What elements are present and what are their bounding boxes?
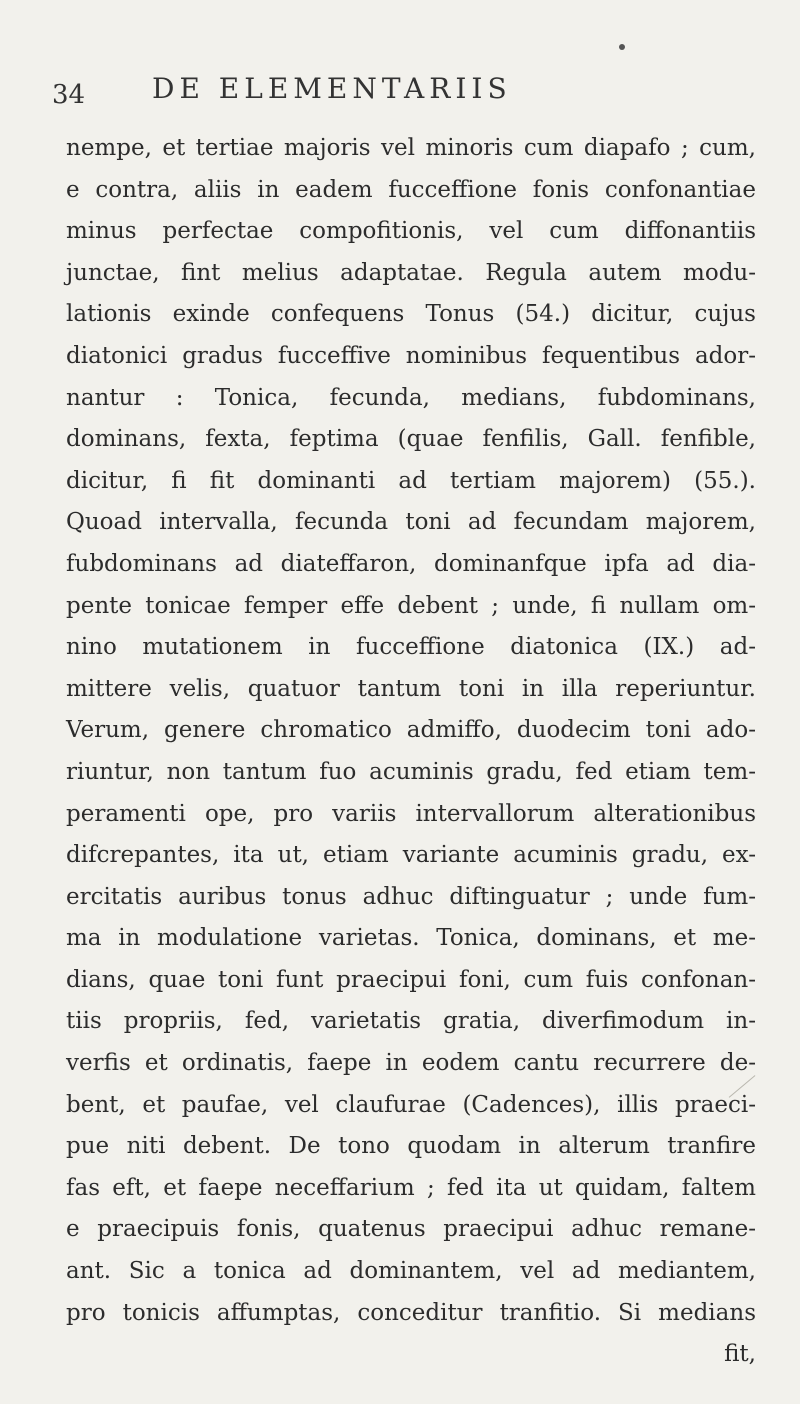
text-line: ercitatis auribus tonus adhuc diftinguatur ; unde fum- bbox=[66, 883, 756, 910]
page-number: 34 bbox=[52, 80, 86, 110]
text-line: minus perfectae compofitionis, vel cum diffonantiis bbox=[66, 218, 756, 245]
text-line: pro tonicis affumptas, conceditur tranfitio. Si medians bbox=[66, 1299, 756, 1326]
text-line: riuntur, non tantum fuo acuminis gradu, fed etiam tem- bbox=[66, 758, 756, 785]
text-line: bent, et paufae, vel claufurae (Cadences), illis praeci- bbox=[66, 1091, 756, 1118]
text-line: nantur : Tonica, fecunda, medians, fubdominans, bbox=[66, 384, 756, 411]
text-line: junctae, fint melius adaptatae. Regula autem modu- bbox=[66, 259, 756, 286]
text-line: e praecipuis fonis, quatenus praecipui adhuc remane- bbox=[66, 1216, 756, 1243]
text-line: Quoad intervalla, fecunda toni ad fecundam majorem, bbox=[66, 509, 756, 536]
text-line: nempe, et tertiae majoris vel minoris cum diapafo ; cum, bbox=[66, 135, 756, 161]
text-line: pente tonicae femper effe debent ; unde, fi nullam om- bbox=[66, 592, 756, 619]
text-line: fas eft, et faepe neceffarium ; fed ita ut quidam, faltem bbox=[66, 1174, 756, 1201]
text-line: dians, quae toni funt praecipui foni, cum fuis confonan- bbox=[66, 966, 756, 993]
text-line: ant. Sic a tonica ad dominantem, vel ad mediantem, bbox=[66, 1258, 756, 1285]
text-line: diatonici gradus fucceffive nominibus fequentibus ador- bbox=[66, 342, 756, 369]
text-line: tiis propriis, fed, varietatis gratia, diverfimodum in- bbox=[66, 1008, 756, 1035]
text-line: mittere velis, quatuor tantum toni in illa reperiuntur. bbox=[66, 675, 756, 702]
text-line: nino mutationem in fucceffione diatonica (IX.) ad- bbox=[66, 634, 756, 661]
text-line: dicitur, fi fit dominanti ad tertiam majorem) (55.). bbox=[66, 467, 756, 494]
catchword: fit, bbox=[724, 1341, 756, 1368]
text-line: e contra, aliis in eadem fucceffione fonis confonantiae bbox=[66, 176, 756, 203]
text-line: dominans, fexta, feptima (quae fenfilis, Gall. fenfible, bbox=[66, 426, 756, 453]
text-line: ma in modulatione varietas. Tonica, dominans, et me- bbox=[66, 925, 756, 952]
body-text bbox=[66, 128, 756, 1376]
text-line: lationis exinde confequens Tonus (54.) dicitur, cujus bbox=[66, 301, 756, 328]
text-line: fubdominans ad diateffaron, dominanfque ipfa ad dia- bbox=[66, 550, 756, 577]
ink-spot bbox=[619, 44, 625, 50]
text-line: verfis et ordinatis, faepe in eodem cantu recurrere de- bbox=[66, 1050, 756, 1077]
page-header bbox=[52, 72, 752, 112]
text-line: Verum, genere chromatico admiffo, duodecim toni ado- bbox=[66, 717, 756, 744]
text-line: pue niti debent. De tono quodam in alterum tranfire bbox=[66, 1133, 756, 1160]
text-line: peramenti ope, pro variis intervallorum alterationibus bbox=[66, 800, 756, 827]
text-line: difcrepantes, ita ut, etiam variante acuminis gradu, ex- bbox=[66, 842, 756, 869]
running-title: DE ELEMENTARIIS bbox=[152, 72, 512, 105]
